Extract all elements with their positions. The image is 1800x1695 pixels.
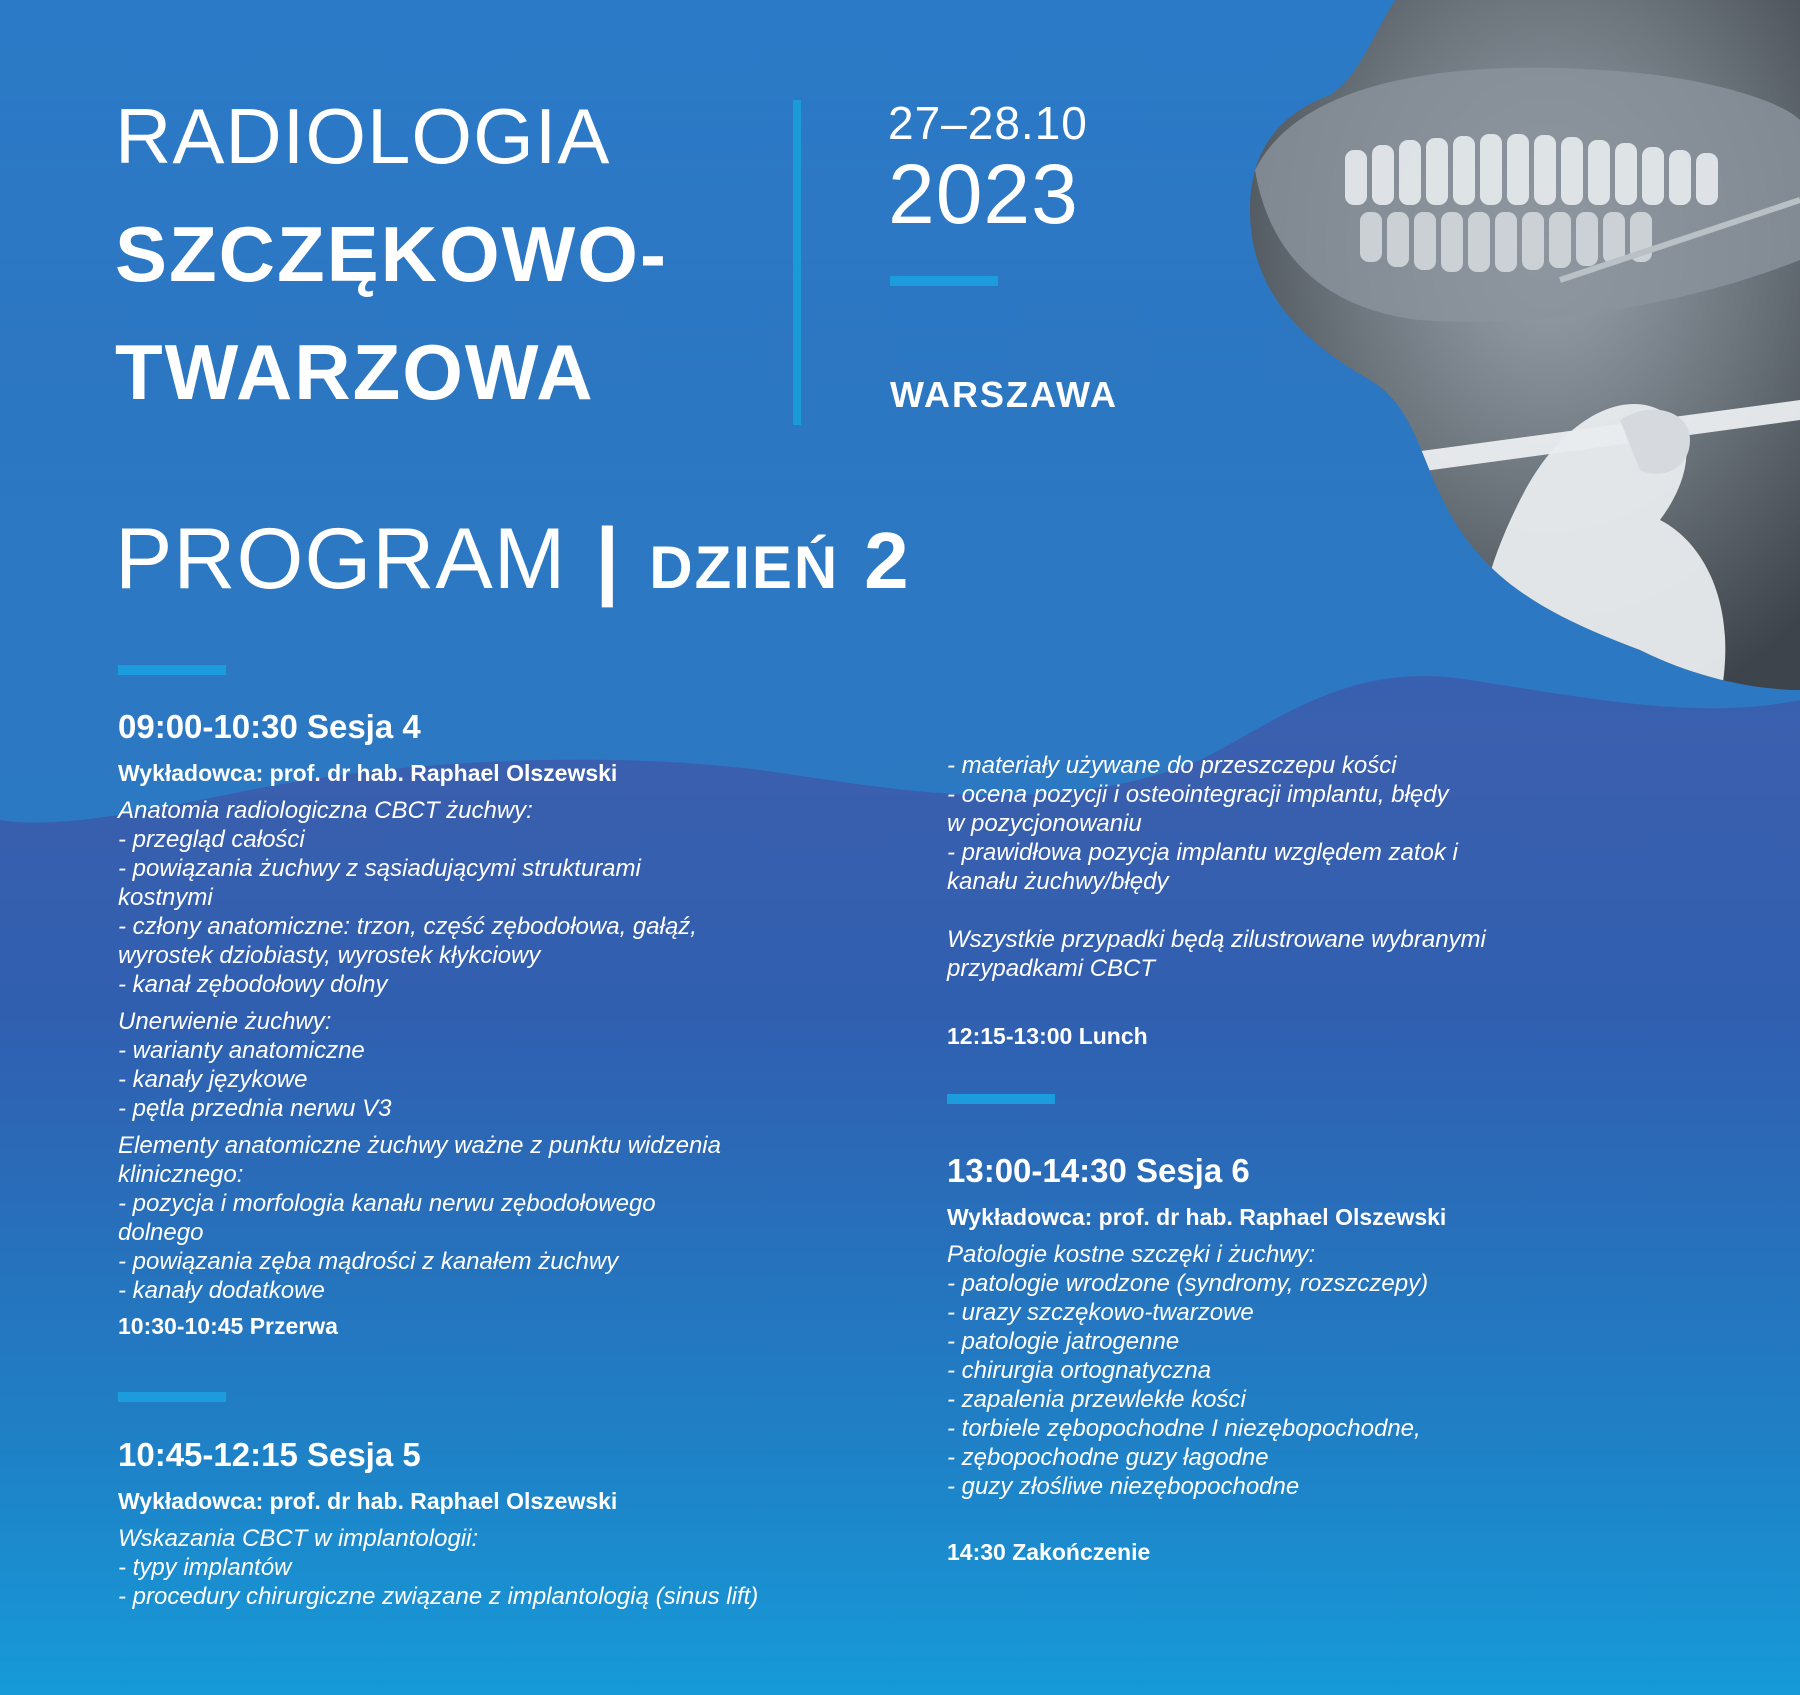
topic-line: klinicznego: (118, 1160, 244, 1188)
topic-line: - chirurgia ortognatyczna (947, 1356, 1212, 1384)
program-separator: | (595, 511, 621, 607)
topic-line: Anatomia radiologiczna CBCT żuchwy: (118, 796, 533, 824)
topic-line: - pozycja i morfologia kanału nerwu zębodołowego (118, 1189, 656, 1217)
topic-line: - typy implantów (118, 1553, 292, 1581)
program-word: PROGRAM (115, 511, 567, 607)
section-accent-bar (947, 1094, 1055, 1104)
topic-line: - procedury chirurgiczne związane z implantologią (sinus lift) (118, 1582, 759, 1610)
session-4 (118, 708, 858, 1340)
topic-line: - ocena pozycji i osteointegracji implantu, błędy (947, 781, 1449, 808)
topic-line: - powiązania żuchwy z sąsiadującymi strukturami (118, 854, 641, 882)
section-accent-bar (118, 1392, 226, 1402)
topic-line: - prawidłowa pozycja implantu względem zatok i (947, 839, 1458, 866)
break-lunch: 12:15-13:00 Lunch (947, 1023, 1148, 1049)
program-heading (115, 511, 910, 607)
topic-line: Elementy anatomiczne żuchwy ważne z punktu widzenia (118, 1131, 721, 1159)
topic-line: - torbiele zębopochodne I niezębopochodne, (947, 1414, 1421, 1442)
topic-line: - kanał zębodołowy dolny (118, 970, 388, 998)
session-5-continued (947, 751, 1667, 1051)
topic-line: Unerwienie żuchwy: (118, 1007, 332, 1035)
note-line: Wszystkie przypadki będą zilustrowane wybranymi (947, 926, 1486, 953)
program-day-number: 2 (864, 516, 910, 605)
event-city: WARSZAWA (890, 374, 1118, 415)
session-4-title: 09:00-10:30 Sesja 4 (118, 708, 421, 745)
topic-line: - zapalenia przewlekłe kości (947, 1385, 1246, 1413)
event-year: 2023 (888, 147, 1079, 241)
topic-line: dolnego (118, 1218, 204, 1246)
topic-line: - kanały dodatkowe (118, 1276, 325, 1304)
topic-line: - człony anatomiczne: trzon, część zębodołowa, gałąź, (118, 912, 697, 940)
section-accent-bar (118, 665, 226, 675)
topic-line: Patologie kostne szczęki i żuchwy: (947, 1240, 1316, 1268)
session-6 (947, 1152, 1667, 1566)
topic-line: kostnymi (118, 883, 213, 911)
title-line-3: TWARZOWA (115, 328, 595, 416)
program-day-word: DZIEŃ (649, 534, 840, 601)
session-5-note (947, 925, 1667, 983)
topic-line: - kanały językowe (118, 1065, 308, 1093)
session-5 (118, 1436, 858, 1611)
session-5-topics (118, 1524, 918, 1611)
topic-line: kanału żuchwy/błędy (947, 868, 1169, 895)
header-divider (793, 100, 801, 425)
date-range: 27–28.10 (888, 97, 1088, 149)
topic-line: wyrostek dziobiasty, wyrostek kłykciowy (118, 941, 541, 969)
topic-line: - urazy szczękowo-twarzowe (947, 1298, 1254, 1326)
session-5-lecturer: Wykładowca: prof. dr hab. Raphael Olszewski (118, 1487, 618, 1514)
session-6-topics (947, 1240, 1667, 1501)
session-5-topics-continued (947, 751, 1667, 896)
topic-line: w pozycjonowaniu (947, 810, 1142, 837)
topic-line: - przegląd całości (118, 825, 305, 853)
program-end: 14:30 Zakończenie (947, 1538, 1151, 1565)
topic-line: - patologie jatrogenne (947, 1327, 1180, 1355)
topic-line: - warianty anatomiczne (118, 1036, 365, 1064)
break-coffee: 10:30-10:45 Przerwa (118, 1312, 338, 1339)
title-line-1: RADIOLOGIA (115, 92, 611, 180)
note-line: przypadkami CBCT (947, 955, 1156, 982)
session-4-topics-anatomy (118, 796, 858, 999)
session-5-title: 10:45-12:15 Sesja 5 (118, 1436, 421, 1473)
session-6-lecturer: Wykładowca: prof. dr hab. Raphael Olszewski (947, 1203, 1447, 1230)
topic-line: - materiały używane do przeszczepu kości (947, 752, 1397, 779)
topic-line: - pętla przednia nerwu V3 (118, 1094, 392, 1122)
topic-line: - zębopochodne guzy łagodne (947, 1443, 1269, 1471)
session-4-lecturer: Wykładowca: prof. dr hab. Raphael Olszewski (118, 759, 618, 786)
topic-line: Wskazania CBCT w implantologii: (118, 1524, 479, 1552)
session-6-title: 13:00-14:30 Sesja 6 (947, 1152, 1250, 1189)
session-4-topics-innervation (118, 1007, 858, 1123)
title-line-2: SZCZĘKOWO- (115, 210, 668, 298)
topic-line: - powiązania zęba mądrości z kanałem żuchwy (118, 1247, 619, 1275)
date-accent-bar (890, 276, 998, 286)
topic-line: - guzy złośliwe niezębopochodne (947, 1472, 1300, 1500)
session-4-topics-clinical (118, 1131, 858, 1305)
topic-line: - patologie wrodzone (syndromy, rozszczepy) (947, 1269, 1429, 1297)
